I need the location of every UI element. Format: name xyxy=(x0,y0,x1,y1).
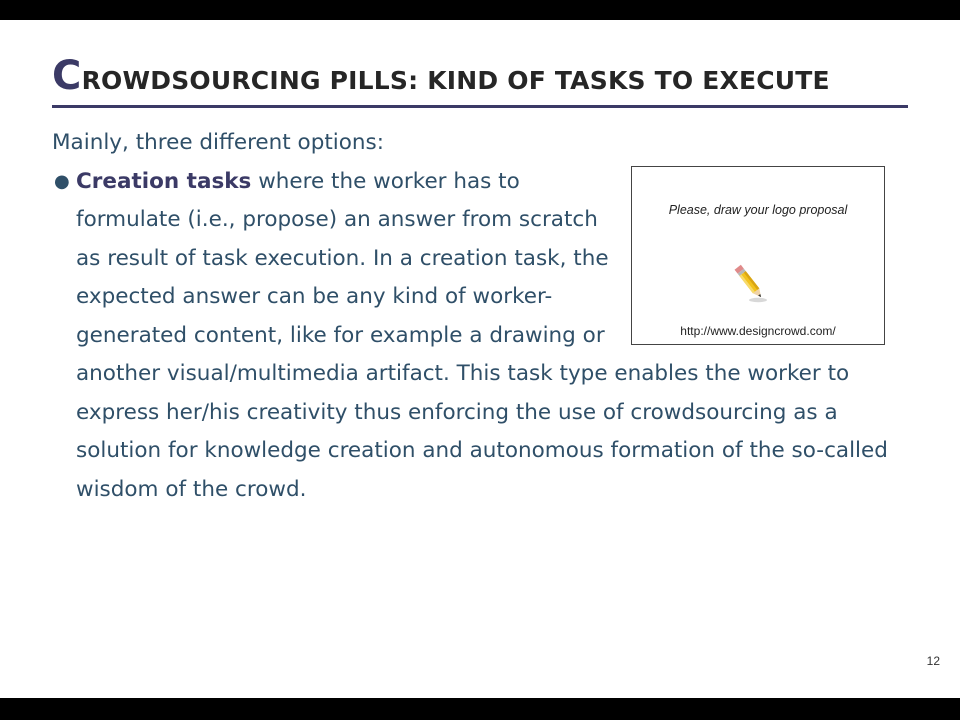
slide xyxy=(0,20,960,698)
bullet-dot-icon: ● xyxy=(54,170,70,192)
pencil-icon xyxy=(730,259,770,307)
bullet-lead: Creation tasks xyxy=(76,168,252,194)
intro-text: Mainly, three different options: xyxy=(52,130,384,155)
title-initial: C xyxy=(52,53,82,99)
title-rest: ROWDSOURCING PILLS: KIND OF TASKS TO EXECUTE xyxy=(81,66,830,95)
bullet-text: where the worker has to formulate (i.e., propose) an answer from scratch as result of task execution. In a creation task, the expected answer can be any kind of worker-generated content, like for example a drawing or another visual/multimedia artifact. This task type enables the worker to express her/his creativity thus enforcing the use of crowdsourcing as a solution for knowledge creation and autonomous formation of the so-called wisdom of the crowd. xyxy=(76,168,888,502)
page-number: 12 xyxy=(926,654,940,668)
figure-prompt: Please, draw your logo proposal xyxy=(668,202,848,217)
figure-logo-drawing xyxy=(631,166,885,345)
figure-source-url: http://www.designcrowd.com/ xyxy=(680,323,836,338)
title-underline xyxy=(52,105,908,108)
slide-title xyxy=(52,53,830,99)
slide-body xyxy=(52,124,902,509)
bullet-creation-tasks xyxy=(52,163,902,510)
